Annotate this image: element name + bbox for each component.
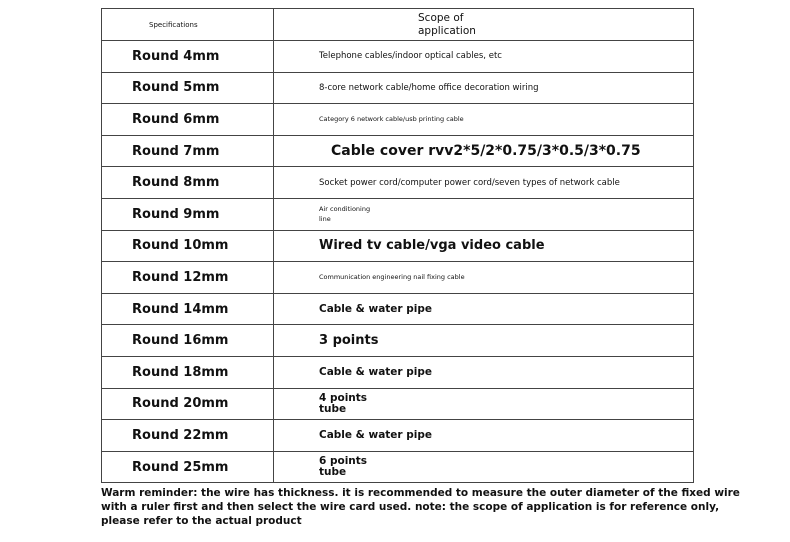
spec-cell: Round 5mm bbox=[102, 72, 274, 104]
spec-cell: Round 4mm bbox=[102, 41, 274, 73]
table-row bbox=[102, 198, 694, 230]
spec-cell: Round 25mm bbox=[102, 451, 274, 483]
spec-cell: Round 16mm bbox=[102, 325, 274, 357]
table-row bbox=[102, 451, 694, 483]
scope-cell: 3 points bbox=[274, 325, 694, 357]
table-row bbox=[102, 135, 694, 167]
scope-cell: Cable & water pipe bbox=[274, 293, 694, 325]
specification-table bbox=[101, 8, 694, 483]
table-row bbox=[102, 167, 694, 199]
table-row bbox=[102, 230, 694, 262]
scope-cell: Cable & water pipe bbox=[274, 356, 694, 388]
spec-cell: Round 9mm bbox=[102, 198, 274, 230]
table-row bbox=[102, 262, 694, 294]
scope-cell: 8-core network cable/home office decoration wiring bbox=[274, 72, 694, 104]
spec-cell: Round 18mm bbox=[102, 356, 274, 388]
header-scope-text: Scope of application bbox=[418, 11, 476, 37]
scope-cell: Telephone cables/indoor optical cables, etc bbox=[274, 41, 694, 73]
scope-cell: Cable & water pipe bbox=[274, 420, 694, 452]
table-row bbox=[102, 325, 694, 357]
spec-cell: Round 7mm bbox=[102, 135, 274, 167]
spec-cell: Round 20mm bbox=[102, 388, 274, 420]
scope-cell: Communication engineering nail fixing cable bbox=[274, 262, 694, 294]
table-row bbox=[102, 104, 694, 136]
table-row bbox=[102, 356, 694, 388]
scope-cell: Air conditioning line bbox=[274, 198, 694, 230]
table-row bbox=[102, 72, 694, 104]
scope-cell: Wired tv cable/vga video cable bbox=[274, 230, 694, 262]
header-specifications: Specifications bbox=[102, 9, 274, 41]
table-header-row bbox=[102, 9, 694, 41]
spec-cell: Round 22mm bbox=[102, 420, 274, 452]
scope-cell: 4 points tube bbox=[274, 388, 694, 420]
spec-cell: Round 10mm bbox=[102, 230, 274, 262]
spec-cell: Round 14mm bbox=[102, 293, 274, 325]
scope-cell: Cable cover rvv2*5/2*0.75/3*0.5/3*0.75 bbox=[274, 135, 694, 167]
scope-cell: Category 6 network cable/usb printing cable bbox=[274, 104, 694, 136]
warm-reminder-note: Warm reminder: the wire has thickness. it is recommended to measure the outer diameter of the fixed wire with a ruler first and then select the wire card used. note: the scope of application is for reference only, please refer to the actual product bbox=[101, 487, 740, 527]
table-row bbox=[102, 388, 694, 420]
header-scope-of-application bbox=[274, 9, 694, 41]
spec-cell: Round 12mm bbox=[102, 262, 274, 294]
spec-cell: Round 6mm bbox=[102, 104, 274, 136]
scope-cell: Socket power cord/computer power cord/seven types of network cable bbox=[274, 167, 694, 199]
spec-cell: Round 8mm bbox=[102, 167, 274, 199]
table-row bbox=[102, 420, 694, 452]
scope-cell: 6 points tube bbox=[274, 451, 694, 483]
table-row bbox=[102, 41, 694, 73]
table-row bbox=[102, 293, 694, 325]
